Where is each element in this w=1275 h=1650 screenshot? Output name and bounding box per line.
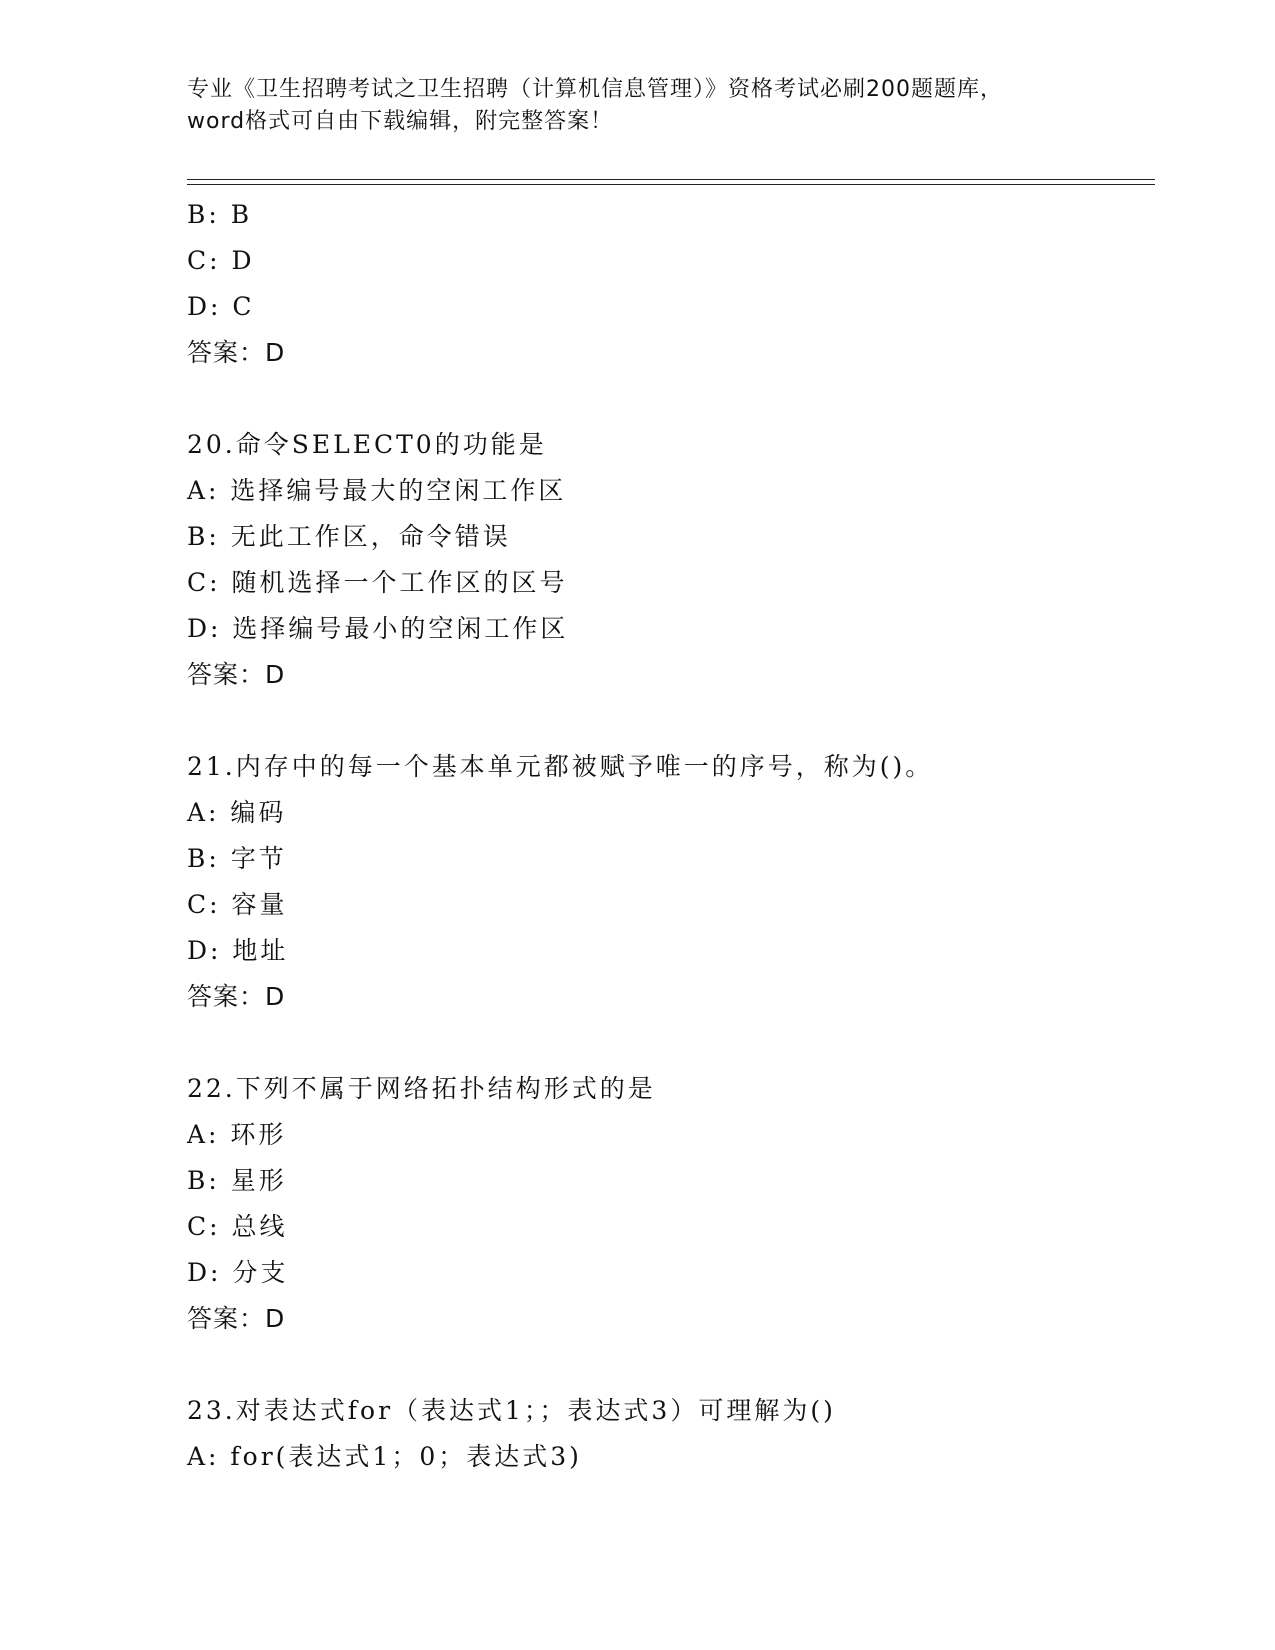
header-title-line-2: word格式可自由下载编辑，附完整答案！ [187,109,614,134]
option-a: A: for(表达式1；0；表达式3) [187,1442,582,1471]
header-title-line-1: 专业《卫生招聘考试之卫生招聘（计算机信息管理）》资格考试必刷200题题库， [187,77,1003,102]
question-spacer [187,1020,1147,1066]
option-d: D: 分支 [187,1258,289,1287]
answer-line: 答案：D [187,982,286,1011]
option-c: C: D [187,246,255,275]
header-divider-bottom [187,184,1155,185]
question-text: 20.命令SELECT0的功能是 [187,430,547,459]
question-block-21 [187,744,1147,1020]
answer-line: 答案：D [187,660,286,689]
option-d: D: 选择编号最小的空闲工作区 [187,614,569,643]
option-b: B: 字节 [187,844,287,873]
header-divider-top [187,179,1155,180]
document-header [187,74,1087,138]
answer-line: 答案：D [187,338,286,367]
question-text: 23.对表达式for（表达式1；；表达式3）可理解为() [187,1396,836,1425]
option-d: D: 地址 [187,936,289,965]
question-text: 21.内存中的每一个基本单元都被赋予唯一的序号，称为()。 [187,752,934,781]
question-block-23 [187,1388,1147,1480]
question-text: 22.下列不属于网络拓扑结构形式的是 [187,1074,656,1103]
option-c: C: 总线 [187,1212,288,1241]
question-block-partial [187,192,1147,376]
option-b: B: 星形 [187,1166,287,1195]
question-spacer [187,376,1147,422]
option-b: B: 无此工作区，命令错误 [187,522,511,551]
question-block-22 [187,1066,1147,1342]
question-list [187,192,1147,1480]
option-a: A: 编码 [187,798,287,827]
option-c: C: 随机选择一个工作区的区号 [187,568,568,597]
option-d: D: C [187,292,255,321]
option-b: B: B [187,200,253,229]
question-block-20 [187,422,1147,698]
option-c: C: 容量 [187,890,288,919]
question-spacer [187,1342,1147,1388]
answer-line: 答案：D [187,1304,286,1333]
option-a: A: 环形 [187,1120,287,1149]
question-spacer [187,698,1147,744]
option-a: A: 选择编号最大的空闲工作区 [187,476,567,505]
